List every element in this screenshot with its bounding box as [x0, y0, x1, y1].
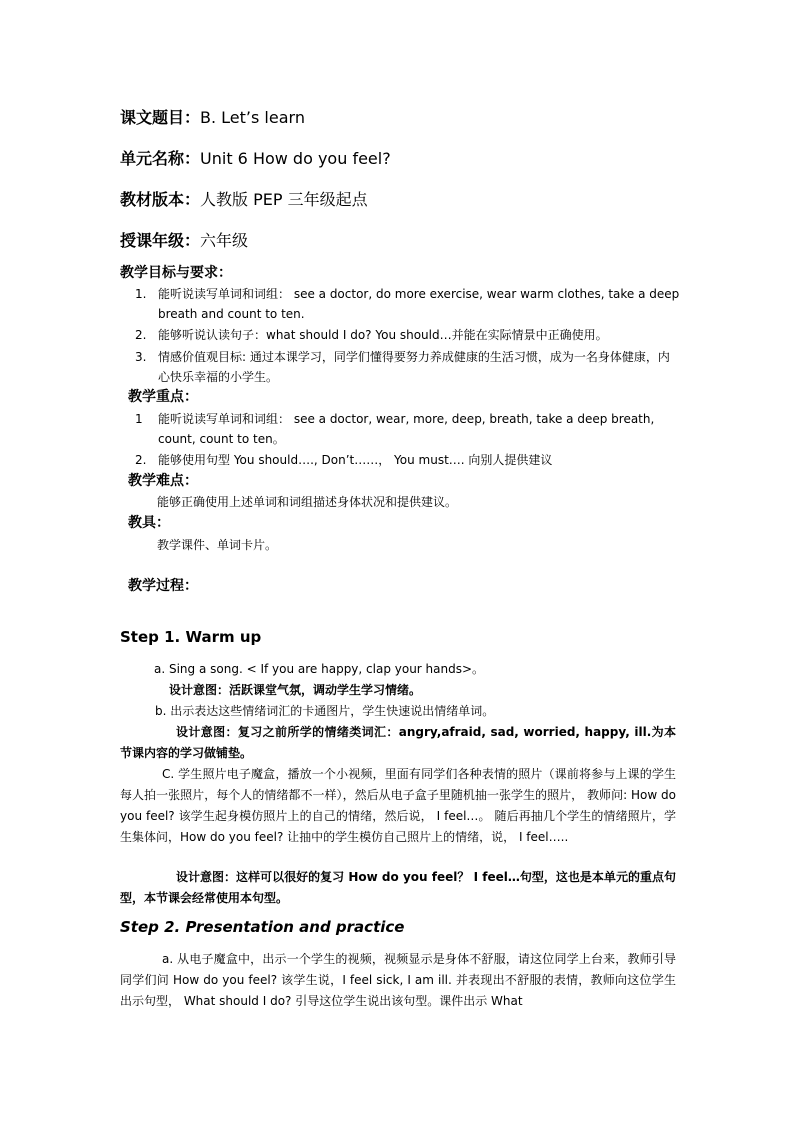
- step1-intent-c: 设计意图：这样可以很好的复习 How do you feel？ I feel…句型，这也是本单元的重点句型，本节课会经常使用本句型。: [120, 870, 676, 905]
- item-text: 能听说读写单词和词组： see a doctor, do more exercise, wear warm clothes, take a deep breath and count to ten.: [158, 287, 680, 321]
- item-number: 2.: [135, 453, 147, 467]
- step1-item-a: a. Sing a song. < If you are happy, clap your hands>。: [154, 662, 485, 676]
- tools-text: 教学课件、单词卡片。: [157, 538, 278, 552]
- item-number: 1.: [135, 287, 147, 301]
- step1-intent-a: 设计意图：活跃课堂气氛，调动学生学习情绪。: [169, 683, 422, 697]
- meta-value: 人教版 PEP 三年级起点: [200, 190, 368, 209]
- difficulties-heading: 教学难点：: [128, 473, 198, 489]
- step1-item-c: C. 学生照片电子魔盒，播放一个小视频，里面有同学们各种表情的照片（课前将参与上课的学生每人拍一张照片，每个人的情绪都不一样），然后从电子盒子里随机抽一张学生的照片， 教师问: How do you feel? 该学生起身模仿照片上的自己的情绪，然后说， I feel…。 随后再抽几个学生的情绪照片，学生集体问，How do you feel? 让抽中的学生模仿自己照片上的情绪，说， I feel…..: [120, 767, 676, 844]
- item-text: 情感价值观目标: 通过本课学习，同学们懂得要努力养成健康的生活习惯，成为一名身体健康，内心快乐幸福的小学生。: [158, 350, 670, 384]
- meta-key: 课文题目：: [120, 108, 201, 127]
- meta-unit-name: [120, 149, 391, 169]
- objectives-heading: 教学目标与要求：: [120, 265, 232, 281]
- item-number: 3.: [135, 350, 147, 364]
- step1-title: Step 1. Warm up: [120, 628, 262, 646]
- meta-key: 授课年级：: [120, 231, 201, 250]
- item-number: 2.: [135, 328, 147, 342]
- item-text: 能听说读写单词和词组： see a doctor, wear, more, deep, breath, take a deep breath, count, count to ten。: [158, 412, 655, 446]
- item-number: 1: [135, 412, 143, 426]
- item-text: 能够听说认读句子：what should I do? You should…并能在实际情景中正确使用。: [158, 328, 608, 342]
- tools-heading: 教具：: [128, 515, 170, 531]
- meta-lesson-title: [120, 108, 305, 128]
- process-heading: 教学过程：: [128, 578, 198, 594]
- meta-value: Unit 6 How do you feel?: [200, 149, 391, 168]
- meta-value: B. Let’s learn: [200, 108, 305, 127]
- meta-grade: [120, 231, 248, 251]
- meta-key: 单元名称：: [120, 149, 201, 168]
- difficulties-text: 能够正确使用上述单词和词组描述身体状况和提供建议。: [157, 495, 458, 509]
- key-points-heading: 教学重点：: [128, 389, 198, 405]
- step1-intent-b: 设计意图：复习之前所学的情绪类词汇：angry,afraid, sad, worried, happy, ill.为本节课内容的学习做铺垫。: [120, 725, 676, 760]
- meta-textbook-version: [120, 190, 368, 210]
- item-text: 能够使用句型 You should…., Don’t……， You must…. 向别人提供建议: [158, 453, 553, 467]
- meta-key: 教材版本：: [120, 190, 201, 209]
- meta-value: 六年级: [200, 231, 249, 250]
- step2-item-a: a. 从电子魔盒中，出示一个学生的视频，视频显示是身体不舒服，请这位同学上台来，教师引导同学们问 How do you feel? 该学生说，I feel sick, I am ill. 并表现出不舒服的表情，教师向这位学生出示句型， What should I do? 引导这位学生说出该句型。课件出示 What: [120, 952, 676, 1008]
- step2-title: Step 2. Presentation and practice: [120, 918, 405, 936]
- step1-item-b: b. 出示表达这些情绪词汇的卡通图片，学生快速说出情绪单词。: [155, 704, 495, 718]
